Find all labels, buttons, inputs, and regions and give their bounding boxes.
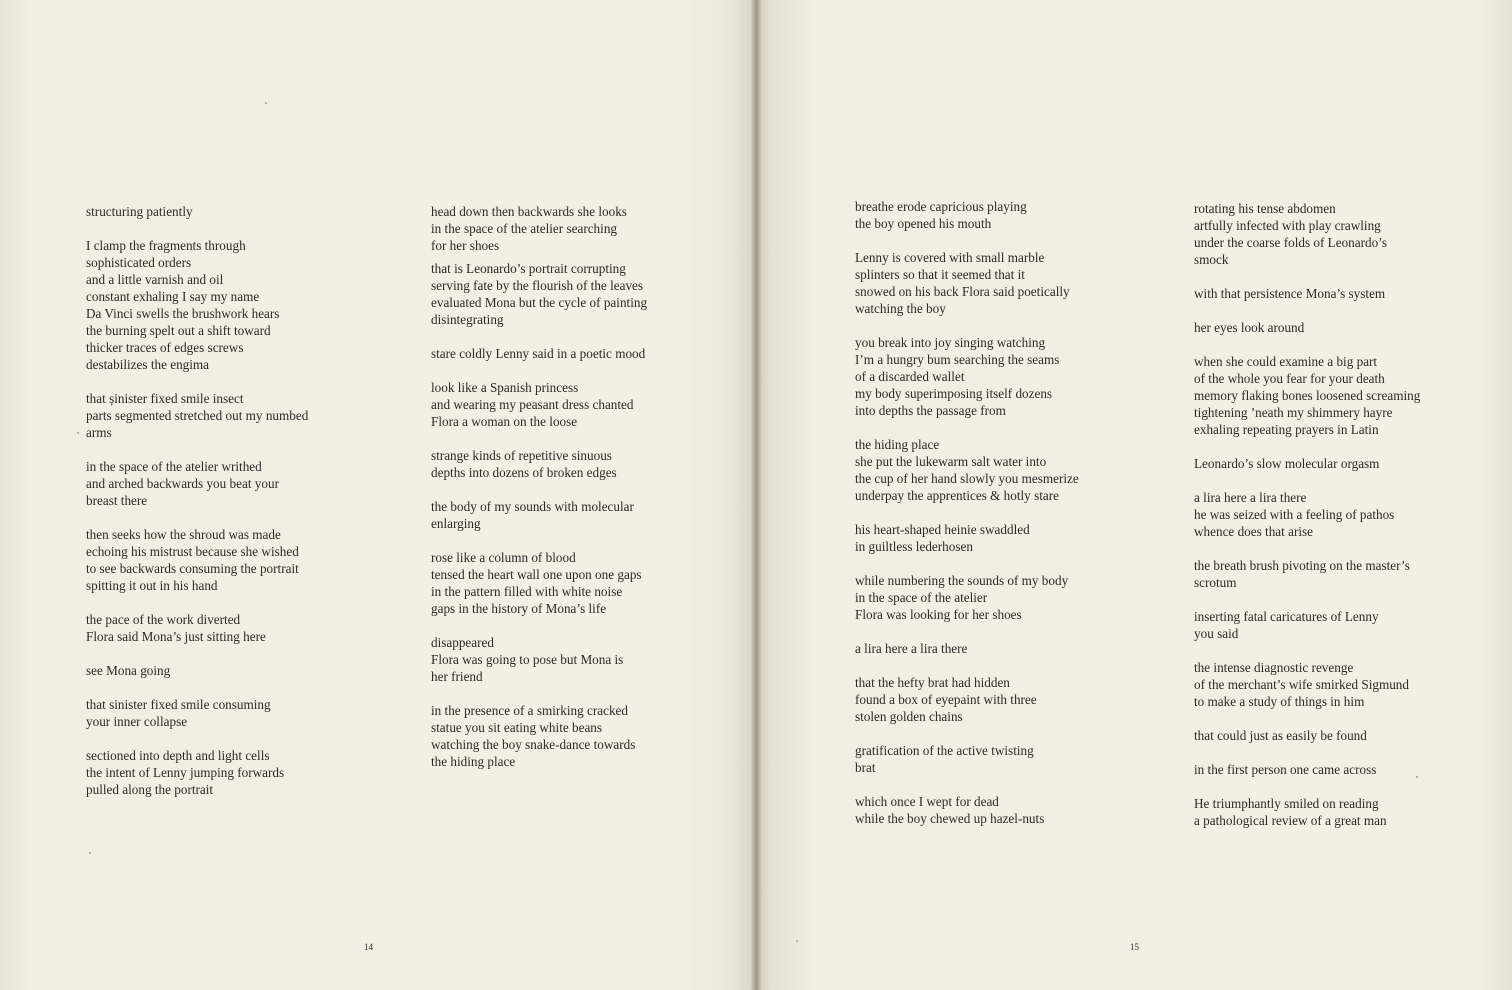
poem-line: strange kinds of repetitive sinuous <box>431 448 612 463</box>
poem-line: Leonardo’s slow molecular orgasm <box>1194 456 1380 471</box>
paper-speck <box>89 852 91 854</box>
paper-speck <box>1416 776 1418 778</box>
poem-column-left-2 <box>431 203 647 787</box>
poem-stanza <box>855 436 1079 504</box>
poem-stanza <box>1194 761 1420 778</box>
paper-speck <box>265 102 267 104</box>
poem-stanza <box>431 260 647 328</box>
poem-line: Flora said Mona’s just sitting here <box>86 629 266 644</box>
poem-line: that sinister fixed smile consuming <box>86 697 271 712</box>
poem-stanza <box>431 379 647 430</box>
poem-line: the burning spelt out a shift toward <box>86 323 271 338</box>
poem-line: in the space of the atelier writhed <box>86 459 262 474</box>
poem-stanza <box>431 345 647 362</box>
poem-stanza <box>855 249 1079 317</box>
poem-stanza <box>855 793 1079 827</box>
poem-line: stare coldly Lenny said in a poetic mood <box>431 346 646 361</box>
poem-line: gaps in the history of Mona’s life <box>431 601 607 616</box>
poem-line: when she could examine a big part <box>1194 354 1378 369</box>
poem-line: the body of my sounds with molecular <box>431 499 634 514</box>
poem-line: the hiding place <box>431 754 516 769</box>
poem-stanza <box>855 640 1079 657</box>
poem-stanza <box>86 611 308 645</box>
poem-line: you said <box>1194 626 1239 641</box>
poem-line: breathe erode capricious playing <box>855 199 1027 214</box>
poem-line: destabilizes the engima <box>86 357 210 372</box>
poem-stanza <box>86 662 308 679</box>
poem-line: depths into dozens of broken edges <box>431 465 617 480</box>
poem-line: and arched backwards you beat your <box>86 476 279 491</box>
poem-column-right-1 <box>855 198 1079 844</box>
poem-line: inserting fatal caricatures of Lenny <box>1194 609 1379 624</box>
paper-speck <box>796 940 798 942</box>
poem-stanza <box>1194 319 1420 336</box>
poem-line: disappeared <box>431 635 494 650</box>
poem-line: Flora was looking for her shoes <box>855 607 1022 622</box>
poem-stanza <box>431 203 647 254</box>
poem-line: that is Leonardo’s portrait corrupting <box>431 261 626 276</box>
poem-line: whence does that arise <box>1194 524 1314 539</box>
poem-line: you break into joy singing watching <box>855 335 1046 350</box>
poem-line: memory flaking bones loosened screaming <box>1194 388 1421 403</box>
poem-line: her eyes look around <box>1194 320 1305 335</box>
poem-line: He triumphantly smiled on reading <box>1194 796 1379 811</box>
poem-stanza <box>1194 727 1420 744</box>
poem-line: gratification of the active twisting <box>855 743 1034 758</box>
poem-line: to see backwards consuming the portrait <box>86 561 299 576</box>
poem-line: rose like a column of blood <box>431 550 576 565</box>
poem-line: of the whole you fear for your death <box>1194 371 1385 386</box>
poem-line: and a little varnish and oil <box>86 272 224 287</box>
poem-line: see Mona going <box>86 663 171 678</box>
poem-line: she put the lukewarm salt water into <box>855 454 1047 469</box>
poem-line: evaluated Mona but the cycle of painting <box>431 295 648 310</box>
poem-stanza <box>1194 795 1420 829</box>
poem-stanza <box>86 696 308 730</box>
poem-line: enlarging <box>431 516 481 531</box>
poem-line: parts segmented stretched out my numbed <box>86 408 309 423</box>
poem-line: the intense diagnostic revenge <box>1194 660 1354 675</box>
poem-stanza <box>431 702 647 770</box>
poem-stanza <box>431 447 647 481</box>
poem-stanza <box>431 634 647 685</box>
poem-stanza <box>86 203 308 220</box>
poem-line: look like a Spanish princess <box>431 380 579 395</box>
poem-line: sectioned into depth and light cells <box>86 748 270 763</box>
poem-line: a lira here a lira there <box>1194 490 1307 505</box>
poem-line: head down then backwards she looks <box>431 204 627 219</box>
poem-stanza <box>1194 353 1420 438</box>
poem-line: scrotum <box>1194 575 1237 590</box>
poem-stanza <box>86 747 308 798</box>
page-number-right: 15 <box>1130 942 1139 952</box>
poem-line: breast there <box>86 493 148 508</box>
poem-line: statue you sit eating white beans <box>431 720 603 735</box>
poem-line: into depths the passage from <box>855 403 1006 418</box>
poem-line: arms <box>86 425 112 440</box>
poem-line: his heart-shaped heinie swaddled <box>855 522 1030 537</box>
poem-line: in the presence of a smirking cracked <box>431 703 628 718</box>
poem-line: the breath brush pivoting on the master’s <box>1194 558 1410 573</box>
poem-line: structuring patiently <box>86 204 193 219</box>
poem-line: in the space of the atelier <box>855 590 988 605</box>
poem-line: the boy opened his mouth <box>855 216 992 231</box>
poem-line: stolen golden chains <box>855 709 963 724</box>
poem-stanza <box>431 549 647 617</box>
poem-line: underpay the apprentices & hotly stare <box>855 488 1059 503</box>
poem-line: rotating his tense abdomen <box>1194 201 1336 216</box>
poem-line: thicker traces of edges screws <box>86 340 244 355</box>
poem-line: with that persistence Mona’s system <box>1194 286 1386 301</box>
poem-stanza <box>1194 200 1420 268</box>
poem-line: I’m a hungry bum searching the seams <box>855 352 1060 367</box>
poem-line: serving fate by the flourish of the leaves <box>431 278 644 293</box>
poem-line: Lenny is covered with small marble <box>855 250 1045 265</box>
poem-line: exhaling repeating prayers in Latin <box>1194 422 1379 437</box>
poem-line: that the hefty brat had hidden <box>855 675 1010 690</box>
poem-line: I clamp the fragments through <box>86 238 246 253</box>
poem-line: in guiltless lederhosen <box>855 539 973 554</box>
poem-line: of a discarded wallet <box>855 369 965 384</box>
poem-line: pulled along the portrait <box>86 782 214 797</box>
poem-stanza <box>1194 557 1420 591</box>
poem-line: a lira here a lira there <box>855 641 968 656</box>
poem-stanza <box>86 390 308 441</box>
poem-line: echoing his mistrust because she wished <box>86 544 299 559</box>
poem-line: artfully infected with play crawling <box>1194 218 1381 233</box>
poem-line: he was seized with a feeling of pathos <box>1194 507 1395 522</box>
poem-stanza <box>86 458 308 509</box>
poem-line: in the space of the atelier searching <box>431 221 618 236</box>
poem-stanza <box>86 526 308 594</box>
poem-line: her friend <box>431 669 483 684</box>
poem-line: Da Vinci swells the brushwork hears <box>86 306 280 321</box>
poem-stanza <box>431 498 647 532</box>
poem-line: Flora was going to pose but Mona is <box>431 652 624 667</box>
poem-line: sophisticated orders <box>86 255 192 270</box>
poem-line: of the merchant’s wife smirked Sigmund <box>1194 677 1409 692</box>
right-page <box>756 0 1512 990</box>
poem-line: disintegrating <box>431 312 504 327</box>
poem-stanza <box>1194 608 1420 642</box>
poem-line: a pathological review of a great man <box>1194 813 1387 828</box>
poem-stanza <box>855 674 1079 725</box>
poem-line: while the boy chewed up hazel-nuts <box>855 811 1045 826</box>
poem-line: tightening ’neath my shimmery hayre <box>1194 405 1393 420</box>
poem-line: and wearing my peasant dress chanted <box>431 397 634 412</box>
poem-line: found a box of eyepaint with three <box>855 692 1037 707</box>
poem-line: my body superimposing itself dozens <box>855 386 1053 401</box>
poem-stanza <box>855 742 1079 776</box>
book-gutter <box>750 0 762 990</box>
poem-column-left-1 <box>86 203 308 815</box>
poem-stanza <box>86 237 308 373</box>
poem-line: Flora a woman on the loose <box>431 414 578 429</box>
poem-line: for her shoes <box>431 238 500 253</box>
poem-line: the cup of her hand slowly you mesmerize <box>855 471 1079 486</box>
poem-line: then seeks how the shroud was made <box>86 527 281 542</box>
poem-line: constant exhaling I say my name <box>86 289 260 304</box>
poem-stanza <box>855 198 1079 232</box>
poem-line: to make a study of things in him <box>1194 694 1365 709</box>
poem-line: your inner collapse <box>86 714 188 729</box>
poem-line: in the first person one came across <box>1194 762 1377 777</box>
poem-line: the hiding place <box>855 437 940 452</box>
poem-stanza <box>855 334 1079 419</box>
poem-line: under the coarse folds of Leonardo’s <box>1194 235 1387 250</box>
poem-line: snowed on his back Flora said poetically <box>855 284 1070 299</box>
poem-stanza <box>855 572 1079 623</box>
poem-line: spitting it out in his hand <box>86 578 218 593</box>
poem-line: while numbering the sounds of my body <box>855 573 1069 588</box>
poem-line: splinters so that it seemed that it <box>855 267 1025 282</box>
poem-line: watching the boy <box>855 301 946 316</box>
poem-line: smock <box>1194 252 1229 267</box>
poem-line: watching the boy snake-dance towards <box>431 737 636 752</box>
poem-stanza <box>1194 489 1420 540</box>
poem-line: brat <box>855 760 876 775</box>
poem-line: that șinister fixed smile insect <box>86 391 244 406</box>
poem-stanza <box>1194 659 1420 710</box>
poem-line: the intent of Lenny jumping forwards <box>86 765 285 780</box>
poem-column-right-2 <box>1194 200 1420 846</box>
page-number-left: 14 <box>364 942 373 952</box>
poem-line: the pace of the work diverted <box>86 612 241 627</box>
poem-line: that could just as easily be found <box>1194 728 1367 743</box>
poem-line: which once I wept for dead <box>855 794 999 809</box>
poem-stanza <box>855 521 1079 555</box>
paper-speck <box>77 432 79 434</box>
poem-stanza <box>1194 455 1420 472</box>
poem-line: in the pattern filled with white noise <box>431 584 623 599</box>
poem-line: tensed the heart wall one upon one gaps <box>431 567 642 582</box>
poem-stanza <box>1194 285 1420 302</box>
